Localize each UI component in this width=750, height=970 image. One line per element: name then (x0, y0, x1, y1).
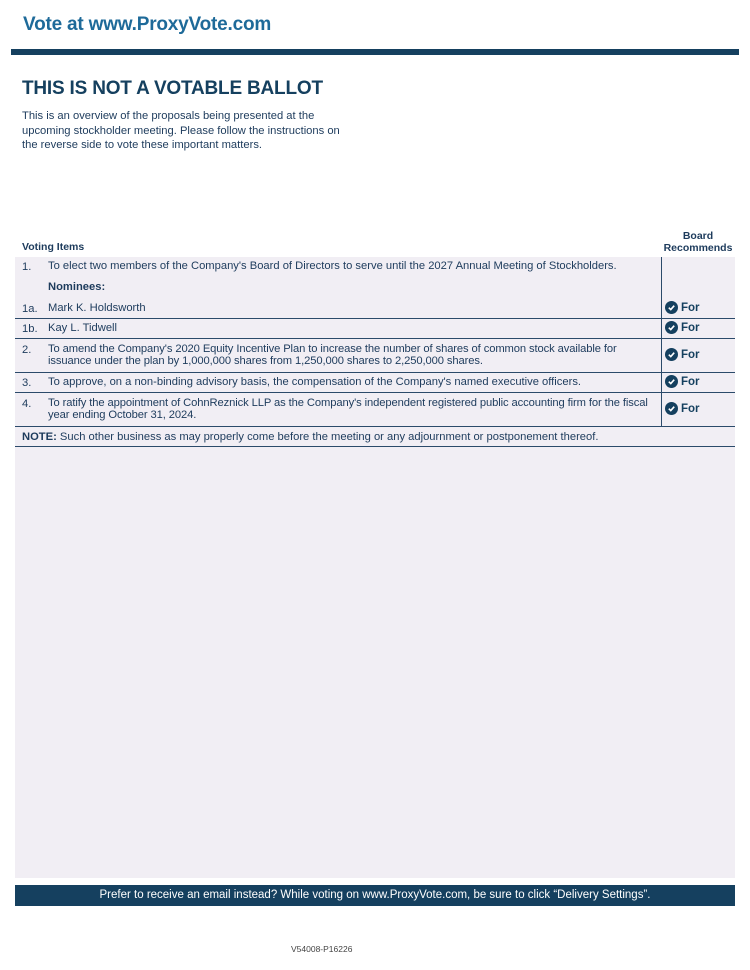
row-divider (15, 392, 735, 393)
check-circle-icon (665, 321, 678, 334)
item-number: 3. (22, 377, 32, 389)
check-circle-icon (665, 301, 678, 314)
delivery-settings-banner: Prefer to receive an email instead? While voting on www.ProxyVote.com, be sure to click “Delivery Settings”. (15, 885, 735, 906)
row-divider (15, 426, 735, 427)
note-text: Such other business as may properly come before the meeting or any adjournment or postponement thereof. (56, 431, 599, 443)
item-text: To approve, on a non-binding advisory basis, the compensation of the Company's named executive officers. (48, 376, 582, 388)
item-number: 1a. (22, 303, 38, 315)
board-recommends-line1: Board (682, 230, 714, 242)
note-row (22, 431, 742, 443)
check-circle-icon (665, 402, 678, 415)
intro-line: upcoming stockholder meeting. Please follow the instructions on (22, 124, 340, 137)
nominees-label: Nominees: (48, 281, 106, 293)
item-number: 1. (22, 261, 32, 273)
row-divider (15, 372, 735, 373)
item-number: 2. (22, 344, 32, 356)
proxyvote-header-title: Vote at www.ProxyVote.com (23, 14, 272, 35)
recommendation (665, 402, 700, 415)
item-number: 1b. (22, 323, 38, 335)
recommendation-label: For (681, 321, 700, 334)
recommendation (665, 375, 700, 388)
row-divider (15, 318, 735, 319)
recommendation-label: For (681, 301, 700, 314)
recommendation-label: For (681, 375, 700, 388)
item-text: Mark K. Holdsworth (48, 302, 146, 314)
recommendation-label: For (681, 402, 700, 415)
recommendation (665, 348, 700, 361)
item-number: 4. (22, 398, 32, 410)
item-text: To elect two members of the Company's Board of Directors to serve until the 2027 Annual Meeting of Stockholders. (48, 260, 617, 272)
board-recommends-line2: Recommends (663, 242, 733, 254)
intro-line: This is an overview of the proposals being presented at the (22, 110, 315, 122)
item-text: To ratify the appointment of CohnReznick LLP as the Company's independent registered public accounting firm for the fiscal year ending October 31, 2024. (48, 397, 648, 421)
check-circle-icon (665, 375, 678, 388)
item-text: Kay L. Tidwell (48, 322, 118, 334)
recommendation-label: For (681, 348, 700, 361)
intro-paragraph (22, 109, 382, 153)
board-recommends-header (661, 230, 735, 254)
note-label: NOTE: (22, 431, 57, 443)
header-divider-bar (11, 49, 739, 55)
row-divider (15, 446, 735, 447)
recommendation (665, 321, 700, 334)
row-divider (15, 338, 735, 339)
item-text: To amend the Company's 2020 Equity Incentive Plan to increase the number of shares of common stock available for issuance under the plan by 1,000,000 shares from 1,250,000 shares to 2,250,000 shares. (48, 343, 617, 367)
page-title: THIS IS NOT A VOTABLE BALLOT (22, 78, 323, 99)
intro-line: the reverse side to vote these important matters. (22, 139, 263, 151)
voting-items-header: Voting Items (22, 241, 85, 253)
recommendation (665, 301, 700, 314)
document-code: V54008-P16226 (291, 944, 353, 954)
column-divider (661, 257, 662, 426)
check-circle-icon (665, 348, 678, 361)
